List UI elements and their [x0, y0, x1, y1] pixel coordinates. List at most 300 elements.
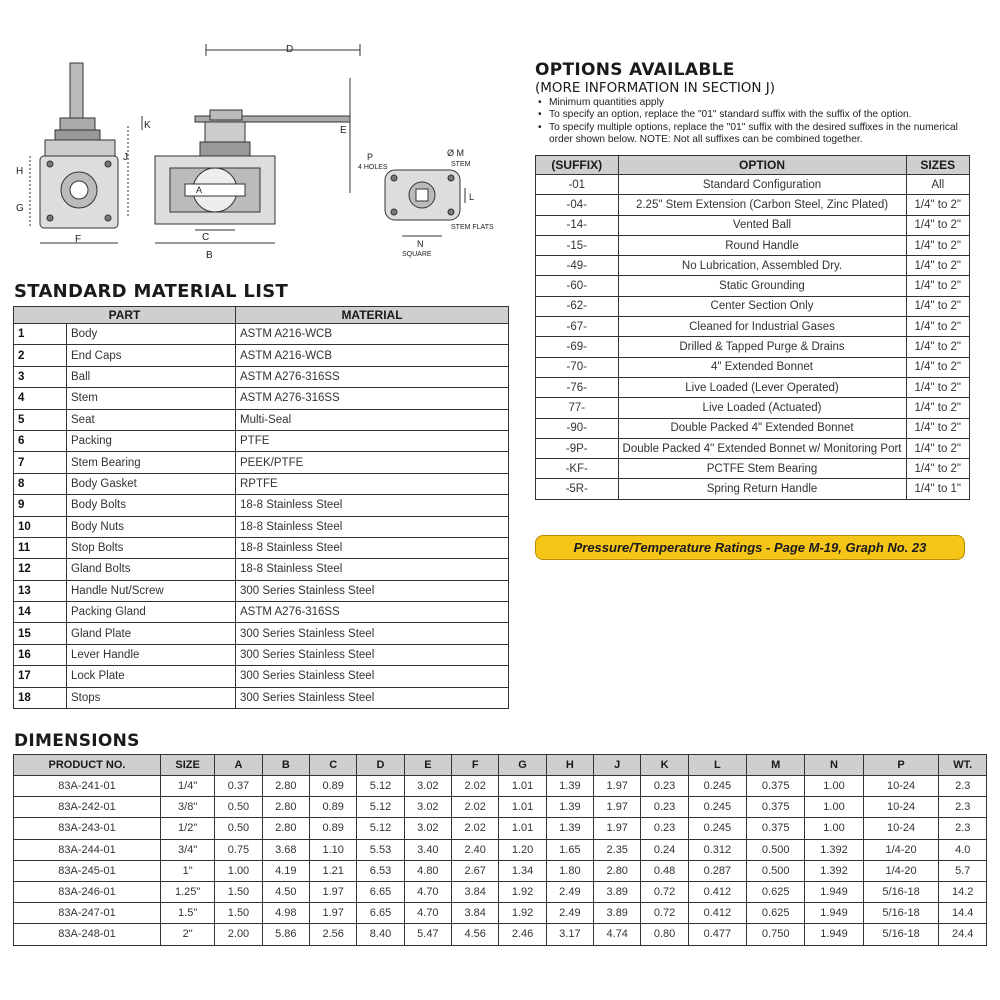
material-row: [14, 473, 509, 494]
dimensions-cell: 2.35: [594, 839, 641, 860]
dimensions-header-cell: E: [404, 755, 451, 776]
dimensions-cell: 2.00: [215, 924, 262, 945]
material-spec: 18-8 Stainless Steel: [236, 516, 509, 537]
dim-label-m: Ø M: [447, 148, 464, 158]
option-description: Cleaned for Industrial Gases: [618, 317, 906, 337]
dimensions-cell: 0.750: [747, 924, 805, 945]
dimensions-cell: 4.70: [404, 903, 451, 924]
dimensions-cell: 8.40: [357, 924, 404, 945]
dimensions-cell: 0.477: [688, 924, 746, 945]
dimensions-cell: 0.50: [215, 797, 262, 818]
dimensions-cell: 1.00: [805, 776, 863, 797]
option-sizes: 1/4" to 2": [906, 459, 970, 479]
option-suffix: -67-: [536, 317, 619, 337]
material-row: [14, 602, 509, 623]
option-description: Round Handle: [618, 235, 906, 255]
option-sizes: 1/4" to 2": [906, 418, 970, 438]
dimensions-cell: 5.12: [357, 818, 404, 839]
material-spec: Multi-Seal: [236, 409, 509, 430]
option-row: [536, 377, 970, 397]
dimensions-cell: 6.65: [357, 903, 404, 924]
dimensions-cell: 10-24: [863, 797, 939, 818]
option-suffix: -60-: [536, 276, 619, 296]
option-sizes: 1/4" to 2": [906, 317, 970, 337]
option-description: Static Grounding: [618, 276, 906, 296]
dimensions-header-cell: WT.: [939, 755, 987, 776]
material-item-number: 3: [14, 366, 67, 387]
material-item-number: 16: [14, 644, 67, 665]
dimensions-header-cell: G: [499, 755, 546, 776]
option-row: [536, 459, 970, 479]
dim-label-stem-flats: STEM FLATS: [451, 224, 494, 231]
option-sizes: All: [906, 175, 970, 195]
dimensions-cell: 1.392: [805, 860, 863, 881]
dim-label-b: B: [206, 250, 213, 261]
option-description: Live Loaded (Lever Operated): [618, 377, 906, 397]
dimensions-cell: 0.50: [215, 818, 262, 839]
options-note: • To specify an option, replace the "01" standard suffix with the suffix of the option.: [535, 109, 965, 121]
option-description: No Lubrication, Assembled Dry.: [618, 256, 906, 276]
material-row: [14, 388, 509, 409]
options-header-suffix: (SUFFIX): [536, 156, 619, 175]
dimensions-cell: 1.39: [546, 797, 593, 818]
dimensions-cell: 1.949: [805, 903, 863, 924]
dimensions-row: [14, 903, 987, 924]
material-part-name: End Caps: [67, 345, 236, 366]
option-row: [536, 175, 970, 195]
material-row: [14, 430, 509, 451]
dimensions-cell: 1/4-20: [863, 860, 939, 881]
option-row: [536, 418, 970, 438]
dimensions-cell: 4.74: [594, 924, 641, 945]
dimensions-header-row: [14, 755, 987, 776]
material-header-material: MATERIAL: [236, 307, 509, 324]
dimensions-header-cell: D: [357, 755, 404, 776]
dimensions-cell: 0.89: [310, 776, 357, 797]
dimensions-cell: 3.68: [262, 839, 309, 860]
dimensions-cell: 5/16-18: [863, 924, 939, 945]
material-item-number: 8: [14, 473, 67, 494]
dimensions-cell: 1.10: [310, 839, 357, 860]
dimensions-cell: 3.17: [546, 924, 593, 945]
material-item-number: 4: [14, 388, 67, 409]
dimensions-header-cell: J: [594, 755, 641, 776]
option-description: Live Loaded (Actuated): [618, 398, 906, 418]
valve-technical-drawing: [10, 38, 510, 263]
dimensions-cell: 1.949: [805, 881, 863, 902]
dimensions-cell: 2.02: [452, 797, 499, 818]
option-row: [536, 479, 970, 499]
material-spec: 300 Series Stainless Steel: [236, 666, 509, 687]
dimensions-cell: 2.46: [499, 924, 546, 945]
dimensions-cell: 0.375: [747, 797, 805, 818]
dimensions-header-cell: M: [747, 755, 805, 776]
material-row: [14, 559, 509, 580]
dimensions-cell: 4.19: [262, 860, 309, 881]
dim-label-a: A: [196, 185, 203, 195]
material-spec: ASTM A216-WCB: [236, 324, 509, 345]
material-spec: 300 Series Stainless Steel: [236, 644, 509, 665]
dimensions-cell: 83A-243-01: [14, 818, 161, 839]
option-suffix: -90-: [536, 418, 619, 438]
material-row: [14, 495, 509, 516]
dimensions-row: [14, 776, 987, 797]
dimensions-cell: 2.3: [939, 797, 987, 818]
dimensions-cell: 0.89: [310, 797, 357, 818]
option-suffix: -9P-: [536, 438, 619, 458]
dimensions-cell: 1/4-20: [863, 839, 939, 860]
material-spec: ASTM A276-316SS: [236, 366, 509, 387]
option-description: Spring Return Handle: [618, 479, 906, 499]
option-suffix: -76-: [536, 377, 619, 397]
material-row: [14, 452, 509, 473]
option-row: [536, 357, 970, 377]
option-suffix: -15-: [536, 235, 619, 255]
material-item-number: 5: [14, 409, 67, 430]
option-row: [536, 337, 970, 357]
dimensions-cell: 5.7: [939, 860, 987, 881]
option-suffix: -01: [536, 175, 619, 195]
dimensions-cell: 2.40: [452, 839, 499, 860]
dimensions-header-cell: H: [546, 755, 593, 776]
material-item-number: 12: [14, 559, 67, 580]
option-suffix: -49-: [536, 256, 619, 276]
dim-label-stem: STEM: [451, 161, 471, 168]
material-row: [14, 666, 509, 687]
dimensions-title: DIMENSIONS: [14, 731, 140, 751]
dimensions-cell: 3.02: [404, 797, 451, 818]
dimensions-cell: 1.50: [215, 903, 262, 924]
dimensions-cell: 5.53: [357, 839, 404, 860]
material-row: [14, 687, 509, 708]
dimensions-cell: 5.47: [404, 924, 451, 945]
dimensions-cell: 3.84: [452, 903, 499, 924]
dimensions-cell: 1.92: [499, 881, 546, 902]
material-part-name: Seat: [67, 409, 236, 430]
option-sizes: 1/4" to 2": [906, 377, 970, 397]
option-row: [536, 256, 970, 276]
option-suffix: -62-: [536, 296, 619, 316]
material-part-name: Lock Plate: [67, 666, 236, 687]
dimensions-cell: 3.84: [452, 881, 499, 902]
material-spec: 18-8 Stainless Steel: [236, 537, 509, 558]
dimensions-cell: 0.412: [688, 881, 746, 902]
option-sizes: 1/4" to 2": [906, 398, 970, 418]
option-description: PCTFE Stem Bearing: [618, 459, 906, 479]
dimensions-cell: 3.89: [594, 903, 641, 924]
dimensions-cell: 4.98: [262, 903, 309, 924]
material-header-row: [14, 307, 509, 324]
material-spec: 18-8 Stainless Steel: [236, 559, 509, 580]
dimensions-table-body: [14, 776, 987, 946]
dimensions-table: [13, 754, 987, 946]
dim-label-holes: 4 HOLES: [358, 164, 388, 171]
option-description: Drilled & Tapped Purge & Drains: [618, 337, 906, 357]
material-spec: PTFE: [236, 430, 509, 451]
dimensions-cell: 0.24: [641, 839, 688, 860]
dim-label-n: N: [417, 239, 424, 249]
option-sizes: 1/4" to 2": [906, 357, 970, 377]
dimensions-cell: 1.5": [160, 903, 214, 924]
dimensions-cell: 2.80: [594, 860, 641, 881]
material-header-part: PART: [14, 307, 236, 324]
dimensions-cell: 0.375: [747, 776, 805, 797]
dimensions-row: [14, 818, 987, 839]
dimensions-cell: 3.40: [404, 839, 451, 860]
dimensions-cell: 0.412: [688, 903, 746, 924]
dimensions-cell: 1.92: [499, 903, 546, 924]
material-spec: 300 Series Stainless Steel: [236, 580, 509, 601]
options-header-sizes: SIZES: [906, 156, 970, 175]
option-sizes: 1/4" to 2": [906, 438, 970, 458]
option-description: Double Packed 4" Extended Bonnet: [618, 418, 906, 438]
valve-front-view: [128, 44, 360, 243]
dimensions-cell: 0.80: [641, 924, 688, 945]
material-spec: ASTM A276-316SS: [236, 388, 509, 409]
material-part-name: Body Bolts: [67, 495, 236, 516]
dimensions-cell: 83A-241-01: [14, 776, 161, 797]
material-list-table: [13, 306, 509, 709]
dimensions-cell: 1.01: [499, 818, 546, 839]
material-item-number: 14: [14, 602, 67, 623]
options-table-body: [536, 175, 970, 500]
material-item-number: 9: [14, 495, 67, 516]
dimensions-cell: 83A-244-01: [14, 839, 161, 860]
material-item-number: 15: [14, 623, 67, 644]
option-row: [536, 215, 970, 235]
option-sizes: 1/4" to 2": [906, 235, 970, 255]
dim-label-l: L: [469, 192, 475, 202]
options-table: [535, 155, 970, 500]
option-sizes: 1/4" to 2": [906, 337, 970, 357]
material-part-name: Stop Bolts: [67, 537, 236, 558]
dimensions-cell: 1.97: [594, 797, 641, 818]
dimensions-cell: 0.48: [641, 860, 688, 881]
material-item-number: 13: [14, 580, 67, 601]
material-part-name: Body Nuts: [67, 516, 236, 537]
option-suffix: -70-: [536, 357, 619, 377]
dimensions-cell: 2.80: [262, 818, 309, 839]
dimensions-header-cell: PRODUCT NO.: [14, 755, 161, 776]
option-suffix: -04-: [536, 195, 619, 215]
dimensions-cell: 1.97: [594, 776, 641, 797]
dimensions-row: [14, 924, 987, 945]
option-description: Double Packed 4" Extended Bonnet w/ Monitoring Port: [618, 438, 906, 458]
material-row: [14, 623, 509, 644]
option-sizes: 1/4" to 2": [906, 296, 970, 316]
option-row: [536, 235, 970, 255]
options-title: OPTIONS AVAILABLE: [535, 60, 735, 80]
option-suffix: -KF-: [536, 459, 619, 479]
material-row: [14, 409, 509, 430]
material-spec: 18-8 Stainless Steel: [236, 495, 509, 516]
dimensions-cell: 3.02: [404, 776, 451, 797]
option-description: 4" Extended Bonnet: [618, 357, 906, 377]
material-part-name: Packing: [67, 430, 236, 451]
dimensions-cell: 0.625: [747, 881, 805, 902]
dimensions-cell: 2.80: [262, 776, 309, 797]
dimensions-cell: 1.50: [215, 881, 262, 902]
dimensions-cell: 0.245: [688, 797, 746, 818]
dimensions-header-cell: L: [688, 755, 746, 776]
dimensions-cell: 2.02: [452, 776, 499, 797]
dim-label-c: C: [202, 232, 210, 243]
material-part-name: Stem: [67, 388, 236, 409]
options-note: • To specify multiple options, replace the "01" suffix with the desired suffixes in the numerical order shown below. NOTE: Not all suffixes can be combined together.: [535, 122, 965, 147]
material-part-name: Gland Bolts: [67, 559, 236, 580]
option-row: [536, 317, 970, 337]
material-part-name: Body Gasket: [67, 473, 236, 494]
material-table-body: [14, 324, 509, 709]
dimensions-cell: 0.500: [747, 839, 805, 860]
dimensions-cell: 1.65: [546, 839, 593, 860]
dimensions-header-cell: P: [863, 755, 939, 776]
dimensions-cell: 2.56: [310, 924, 357, 945]
dim-label-p: P: [367, 152, 374, 162]
material-spec: RPTFE: [236, 473, 509, 494]
dimensions-cell: 2.3: [939, 818, 987, 839]
material-item-number: 11: [14, 537, 67, 558]
dimensions-cell: 2.67: [452, 860, 499, 881]
dimensions-cell: 0.625: [747, 903, 805, 924]
dimensions-cell: 14.2: [939, 881, 987, 902]
dimensions-cell: 5.12: [357, 797, 404, 818]
options-notes: [535, 97, 965, 147]
material-spec: ASTM A216-WCB: [236, 345, 509, 366]
dimensions-row: [14, 860, 987, 881]
material-row: [14, 516, 509, 537]
dimensions-cell: 4.0: [939, 839, 987, 860]
dimensions-row: [14, 839, 987, 860]
material-part-name: Stops: [67, 687, 236, 708]
dimensions-cell: 1.392: [805, 839, 863, 860]
dimensions-cell: 1/4": [160, 776, 214, 797]
dimensions-row: [14, 881, 987, 902]
dimensions-cell: 10-24: [863, 776, 939, 797]
dimensions-cell: 0.89: [310, 818, 357, 839]
dim-label-f: F: [75, 234, 82, 245]
material-item-number: 10: [14, 516, 67, 537]
dim-label-e: E: [340, 125, 347, 136]
dimensions-cell: 1": [160, 860, 214, 881]
dimensions-cell: 3.89: [594, 881, 641, 902]
material-spec: PEEK/PTFE: [236, 452, 509, 473]
dimensions-cell: 1.21: [310, 860, 357, 881]
dimensions-cell: 3/4": [160, 839, 214, 860]
dimensions-cell: 2.80: [262, 797, 309, 818]
dimensions-cell: 1.39: [546, 776, 593, 797]
option-sizes: 1/4" to 1": [906, 479, 970, 499]
dimensions-cell: 1.34: [499, 860, 546, 881]
dimensions-cell: 83A-246-01: [14, 881, 161, 902]
material-row: [14, 324, 509, 345]
dimensions-cell: 0.375: [747, 818, 805, 839]
dimensions-header-cell: K: [641, 755, 688, 776]
dimensions-cell: 1.97: [594, 818, 641, 839]
option-description: Standard Configuration: [618, 175, 906, 195]
dimensions-header-cell: A: [215, 755, 262, 776]
material-part-name: Body: [67, 324, 236, 345]
dimensions-cell: 5.12: [357, 776, 404, 797]
material-row: [14, 537, 509, 558]
dimensions-cell: 3.02: [404, 818, 451, 839]
material-item-number: 7: [14, 452, 67, 473]
dimensions-cell: 0.287: [688, 860, 746, 881]
dimensions-cell: 4.56: [452, 924, 499, 945]
dimensions-row: [14, 797, 987, 818]
options-header-row: [536, 156, 970, 175]
dim-label-h: H: [16, 166, 24, 177]
material-row: [14, 366, 509, 387]
dimensions-cell: 83A-248-01: [14, 924, 161, 945]
dimensions-cell: 1.00: [215, 860, 262, 881]
dimensions-cell: 1.97: [310, 881, 357, 902]
option-sizes: 1/4" to 2": [906, 215, 970, 235]
dimensions-cell: 4.50: [262, 881, 309, 902]
dimensions-cell: 1.25": [160, 881, 214, 902]
option-row: [536, 195, 970, 215]
dimensions-cell: 0.72: [641, 881, 688, 902]
material-spec: 300 Series Stainless Steel: [236, 687, 509, 708]
dimensions-cell: 3/8": [160, 797, 214, 818]
options-note: • Minimum quantities apply: [535, 97, 965, 109]
option-suffix: -5R-: [536, 479, 619, 499]
material-row: [14, 345, 509, 366]
dimensions-cell: 2.02: [452, 818, 499, 839]
dimensions-cell: 1.01: [499, 776, 546, 797]
option-description: Vented Ball: [618, 215, 906, 235]
dimensions-cell: 0.245: [688, 818, 746, 839]
option-row: [536, 296, 970, 316]
dimensions-cell: 1.20: [499, 839, 546, 860]
option-description: Center Section Only: [618, 296, 906, 316]
material-row: [14, 644, 509, 665]
material-part-name: Packing Gland: [67, 602, 236, 623]
pressure-temperature-banner: Pressure/Temperature Ratings - Page M-19, Graph No. 23: [535, 535, 965, 560]
dimensions-cell: 2": [160, 924, 214, 945]
dimensions-cell: 10-24: [863, 818, 939, 839]
dimensions-cell: 1.00: [805, 797, 863, 818]
dimensions-cell: 0.245: [688, 776, 746, 797]
material-part-name: Stem Bearing: [67, 452, 236, 473]
dimensions-cell: 83A-242-01: [14, 797, 161, 818]
dimensions-cell: 0.37: [215, 776, 262, 797]
option-suffix: -14-: [536, 215, 619, 235]
dimensions-cell: 14.4: [939, 903, 987, 924]
dimensions-cell: 24.4: [939, 924, 987, 945]
dimensions-cell: 1.97: [310, 903, 357, 924]
material-part-name: Lever Handle: [67, 644, 236, 665]
dim-label-square: SQUARE: [402, 251, 432, 258]
material-item-number: 17: [14, 666, 67, 687]
dimensions-header-cell: F: [452, 755, 499, 776]
dimensions-header-cell: SIZE: [160, 755, 214, 776]
material-list-title: STANDARD MATERIAL LIST: [14, 281, 289, 302]
material-part-name: Handle Nut/Screw: [67, 580, 236, 601]
valve-side-view: [30, 63, 118, 243]
dimensions-cell: 0.72: [641, 903, 688, 924]
dimensions-cell: 1.80: [546, 860, 593, 881]
dim-label-g: G: [16, 203, 24, 214]
option-suffix: -69-: [536, 337, 619, 357]
dimensions-cell: 1.00: [805, 818, 863, 839]
dim-label-d: D: [286, 44, 294, 55]
dimensions-cell: 83A-245-01: [14, 860, 161, 881]
option-row: [536, 438, 970, 458]
material-part-name: Gland Plate: [67, 623, 236, 644]
dimensions-cell: 5/16-18: [863, 903, 939, 924]
dim-label-j: J: [123, 152, 128, 163]
